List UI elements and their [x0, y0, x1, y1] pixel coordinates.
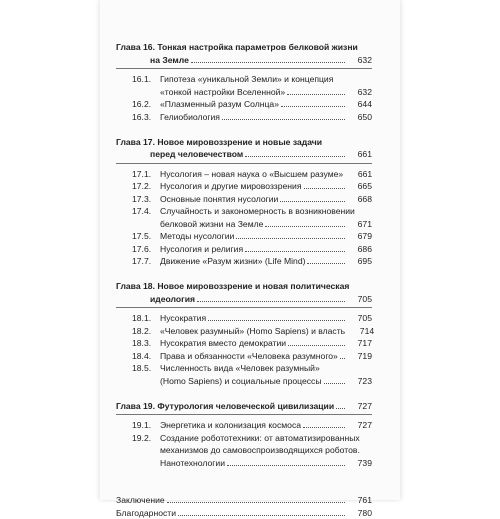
leader-dots [208, 313, 345, 321]
section-title: Численность вида «Человек разумный» [160, 362, 320, 375]
section-entry-cont [116, 375, 372, 388]
section-title: Нусология и другие мировоззрения [160, 180, 302, 193]
section-number: 16.3. [132, 111, 160, 124]
section-number: 19.2. [132, 432, 160, 445]
spacer [116, 268, 372, 281]
chapter-heading-cont [116, 54, 372, 67]
section-number: 17.2. [132, 180, 160, 193]
page-number: 632 [347, 86, 372, 99]
section-number: 18.2. [132, 325, 160, 338]
page-number: 661 [347, 148, 372, 161]
chapter-title: Глава 16. Тонкая настройка параметров белковой жизни [116, 41, 358, 54]
leader-dots [307, 256, 345, 264]
section-number: 17.3. [132, 193, 160, 206]
page-number: 717 [347, 337, 372, 350]
section-entry [116, 325, 372, 338]
section-entry [116, 180, 372, 193]
section-entry-cont [116, 457, 372, 470]
section-title: «тонкой настройки Вселенной» [160, 86, 285, 99]
section-entry [116, 111, 372, 124]
section-title: Энергетика и колонизация космоса [160, 419, 301, 432]
section-title: Гипотеза «уникальной Земли» и концепция [160, 73, 333, 86]
leader-dots [303, 420, 345, 428]
chapter-title: Глава 17. Новое мировоззрение и новые задачи [116, 136, 322, 149]
page-number: 723 [347, 375, 372, 388]
section-entry [116, 419, 372, 432]
section-entry [116, 193, 372, 206]
section-title: Случайность и закономерность в возникновении [160, 205, 355, 218]
section-title: Методы нусологии [160, 230, 234, 243]
section-number: 17.7. [132, 255, 160, 268]
leader-dots [304, 181, 345, 189]
section-entry [116, 98, 372, 111]
page-number: 679 [347, 230, 372, 243]
chapter-heading [116, 136, 372, 149]
section-entry [116, 255, 372, 268]
page-number: 668 [347, 193, 372, 206]
page-number: 661 [347, 168, 372, 181]
page-number: 739 [347, 457, 372, 470]
table-of-contents [116, 41, 372, 519]
section-title: Нусология – новая наука о «Высшем разуме» [160, 168, 343, 181]
chapter-heading [116, 280, 372, 293]
section-number: 17.4. [132, 205, 160, 218]
page-number: 695 [347, 255, 372, 268]
closing-entry [116, 494, 372, 507]
chapter-title-cont: идеология [116, 293, 195, 306]
section-number: 17.1. [132, 168, 160, 181]
section-title: Основные понятия нусологии [160, 193, 278, 206]
chapter-rule [116, 307, 372, 308]
leader-dots [281, 99, 345, 107]
spacer [116, 469, 372, 482]
leader-dots [288, 338, 345, 346]
page-number: 727 [347, 419, 372, 432]
section-number: 19.1. [132, 419, 160, 432]
section-title: Движение «Разум жизни» (Life Mind) [160, 255, 305, 268]
section-title: Нусократия вместо демократии [160, 337, 286, 350]
chapter-rule [116, 414, 372, 415]
leader-dots [222, 112, 345, 120]
page-number: 650 [347, 111, 372, 124]
leader-dots [265, 219, 345, 227]
section-entry [116, 73, 372, 86]
page-number: 671 [347, 218, 372, 231]
section-number: 17.6. [132, 243, 160, 256]
page-number: 705 [347, 312, 372, 325]
page-number: 714 [349, 325, 374, 338]
page-number: 727 [347, 400, 372, 413]
section-number: 18.1. [132, 312, 160, 325]
chapter-title-cont: на Земле [116, 54, 189, 67]
section-entry [116, 168, 372, 181]
section-entry [116, 362, 372, 375]
chapter-heading-cont [116, 148, 372, 161]
section-number: 18.5. [132, 362, 160, 375]
leader-dots [236, 231, 345, 239]
chapter-heading-cont [116, 293, 372, 306]
page-number: 686 [347, 243, 372, 256]
page-number: 705 [347, 293, 372, 306]
section-title: Гелиобиология [160, 111, 220, 124]
chapter-heading [116, 400, 372, 413]
leader-dots [336, 401, 345, 409]
chapter-heading [116, 41, 372, 54]
section-entry [116, 337, 372, 350]
section-entry-cont [116, 218, 372, 231]
section-title: Нанотехнологии [160, 457, 225, 470]
leader-dots [340, 351, 345, 359]
chapter-title: Глава 19. Футурология человеческой цивилизации [116, 400, 334, 413]
section-title: Права и обязанности «Человека разумного» [160, 350, 338, 363]
leader-dots [280, 194, 345, 202]
closing-entry [116, 507, 372, 519]
section-entry [116, 432, 372, 445]
page-number: 780 [347, 507, 372, 519]
section-number: 16.1. [132, 73, 160, 86]
spacer [116, 387, 372, 400]
section-title: «Человек разумный» (Homo Sapiens) и власть [160, 325, 345, 338]
section-number: 18.4. [132, 350, 160, 363]
leader-dots [197, 294, 345, 302]
leader-dots [191, 55, 345, 63]
leader-dots [227, 458, 345, 466]
section-number: 16.2. [132, 98, 160, 111]
section-entry [116, 312, 372, 325]
section-title: (Homo Sapiens) и социальные процессы [160, 375, 322, 388]
page-number: 665 [347, 180, 372, 193]
section-number: 18.3. [132, 337, 160, 350]
section-title: «Плазменный разум Солнца» [160, 98, 279, 111]
leader-dots [287, 87, 345, 95]
closing-title: Благодарности [116, 507, 176, 519]
chapter-rule [116, 163, 372, 164]
leader-dots [167, 495, 345, 503]
leader-dots [178, 508, 345, 516]
section-number: 17.5. [132, 230, 160, 243]
section-title: Нусократия [160, 312, 206, 325]
chapter-title: Глава 18. Новое мировоззрение и новая политическая [116, 280, 349, 293]
chapter-title-cont: перед человечеством [116, 148, 243, 161]
section-title: белковой жизни на Земле [160, 218, 263, 231]
section-entry-cont [116, 86, 372, 99]
section-title: Создание робототехники: от автоматизированных [160, 432, 360, 445]
section-entry [116, 350, 372, 363]
closing-title: Заключение [116, 494, 165, 507]
leader-dots [324, 376, 345, 384]
page-number: 761 [347, 494, 372, 507]
leader-dots [245, 244, 345, 252]
section-entry [116, 243, 372, 256]
section-entry [116, 205, 372, 218]
page-number: 632 [347, 54, 372, 67]
leader-dots [245, 149, 345, 157]
spacer [116, 123, 372, 136]
chapter-rule [116, 68, 372, 69]
page-number: 719 [347, 350, 372, 363]
spacer [116, 482, 372, 495]
section-entry-cont [116, 444, 372, 457]
section-title: механизмов до самовоспроизводящихся роботов. [160, 444, 360, 457]
page-number: 644 [347, 98, 372, 111]
section-entry [116, 230, 372, 243]
section-title: Нусология и религия [160, 243, 243, 256]
